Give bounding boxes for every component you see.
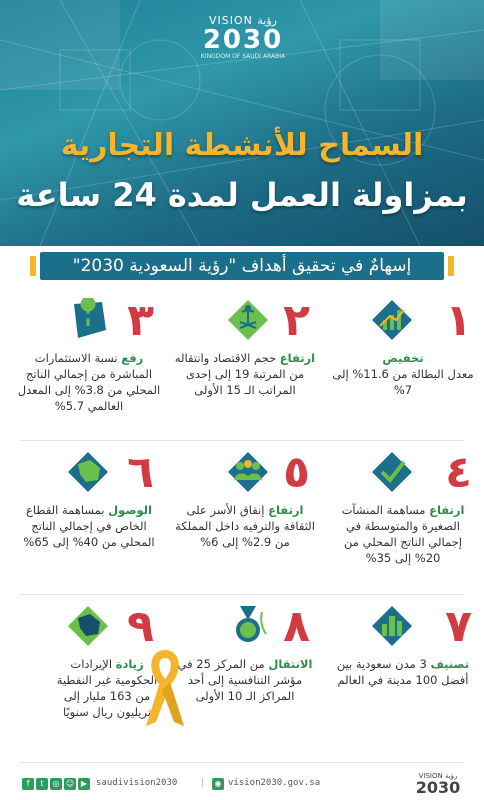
footer-logo-vision-text: VISION رؤية	[418, 772, 458, 780]
goal-text: نسبة الاستثمارات المباشرة من إجمالي الناتج المحلي من 3.8% إلى المعدل العالمي 5.7%	[17, 351, 161, 413]
goal-card-6	[16, 448, 162, 598]
goal-highlight: ارتفاع	[429, 503, 465, 517]
website-link[interactable]: vision2030.gov.sa	[228, 778, 321, 788]
goal-number: ٥	[283, 447, 310, 498]
goal-text: مساهمة المنشآت الصغيرة والمتوسطة في إجمالي الناتج المحلي من 20% إلى 35%	[341, 503, 462, 565]
goal-text: معدل البطالة من 11.6% إلى 7%	[332, 367, 474, 397]
logo-vision-text: VISION رؤية	[209, 14, 277, 27]
goal-text: من المركز 25 في مؤشر التنافسية إلى أحد المراكز الـ 10 الأولى	[177, 657, 303, 703]
goal-number: ٦	[127, 447, 154, 498]
checkmark-rhombus-icon	[370, 450, 414, 494]
footer-logo-year: 2030	[415, 778, 461, 797]
twitter-icon[interactable]: t	[36, 778, 48, 790]
facebook-icon[interactable]: f	[22, 778, 34, 790]
social-handle[interactable]: saudivision2030	[96, 778, 178, 788]
globe-icon: ◉	[212, 778, 224, 790]
team-chart-icon	[370, 298, 414, 342]
instagram-icon[interactable]: ◎	[50, 778, 62, 790]
goal-description	[172, 350, 318, 398]
goal-highlight: تخفيض	[382, 351, 424, 365]
logo-subtitle: KINGDOM OF SAUDI ARABIA	[200, 53, 286, 60]
goal-highlight: رفع	[121, 351, 144, 365]
goal-text: حجم الاقتصاد وانتقاله من المرتبة 19 إلى إحدى المراتب الـ 15 الأولى	[174, 351, 305, 397]
goal-number: ٢	[283, 295, 310, 346]
saudi-map-dark-icon	[66, 604, 110, 648]
goal-text: 3 مدن سعودية بين أفضل 100 مدينة في العالم	[336, 657, 469, 687]
goal-description	[330, 350, 476, 398]
goal-description	[172, 502, 318, 550]
goal-number: ٨	[283, 601, 310, 652]
page-title-line1: السماح للأنشطة التجارية	[60, 128, 424, 163]
goal-card-4	[330, 448, 476, 598]
row-divider	[20, 594, 464, 595]
goal-card-8	[172, 602, 318, 752]
goal-description	[16, 350, 162, 414]
goal-highlight: ارتفاع	[279, 351, 316, 365]
city-skyline-icon	[370, 604, 414, 648]
goal-highlight: تصنيف	[430, 657, 470, 671]
hero-banner	[0, 0, 484, 246]
goal-text: بمساهمة القطاع الخاص في إجمالي الناتج المحلي من 40% إلى 65%	[23, 503, 155, 549]
goal-description	[330, 502, 476, 566]
goal-card-3	[16, 296, 162, 446]
goal-number: ١	[445, 295, 472, 346]
goal-text: إنفاق الأسر على الثقافة والترفيه داخل المملكة من 2.9% إلى 6%	[175, 503, 315, 549]
snapchat-icon[interactable]: ☺	[65, 779, 75, 788]
goal-card-9	[16, 602, 162, 752]
row-divider	[20, 440, 464, 441]
footer: f t ◎ ☺ ▶ saudivision2030 | ◉ vision2030.gov.sa VISION رؤية 2030	[0, 772, 484, 800]
swords-palm-emblem-icon	[226, 298, 270, 342]
goal-card-2	[172, 296, 318, 446]
goal-description	[172, 656, 318, 704]
goal-description	[16, 502, 162, 550]
page-title-line2: بمزاولة العمل لمدة 24 ساعة	[16, 176, 468, 214]
map-pin-icon	[66, 298, 110, 342]
goal-number: ٣	[127, 295, 154, 346]
youtube-icon[interactable]: ▶	[78, 778, 90, 790]
goal-description	[330, 656, 476, 688]
goal-number: ٩	[127, 601, 154, 652]
goal-highlight: ارتفاع	[268, 503, 304, 517]
vision-2030-logo	[188, 14, 298, 60]
logo-year: 2030	[202, 25, 284, 55]
goal-card-7	[330, 602, 476, 752]
family-icon	[226, 450, 270, 494]
goal-highlight: زيادة	[115, 657, 144, 671]
goal-text: الإيرادات الحكومية غير النفطية من 163 مليار إلى تريليون ريال سنويًا	[56, 657, 158, 719]
goal-card-1	[330, 296, 476, 446]
goals-banner: إسهامٌ في تحقيق أهداف "رؤية السعودية 2030"	[40, 252, 444, 280]
goal-card-5	[172, 448, 318, 598]
goal-highlight: الوصول	[108, 503, 152, 517]
saudi-map-icon	[66, 450, 110, 494]
awareness-ribbon-icon	[142, 650, 188, 730]
goal-number: ٤	[445, 447, 472, 498]
footer-divider	[20, 762, 464, 763]
medal-icon	[226, 604, 270, 648]
goal-number: ٧	[445, 601, 472, 652]
goal-highlight: الانتقال	[268, 657, 313, 671]
footer-vision-logo	[408, 772, 468, 796]
